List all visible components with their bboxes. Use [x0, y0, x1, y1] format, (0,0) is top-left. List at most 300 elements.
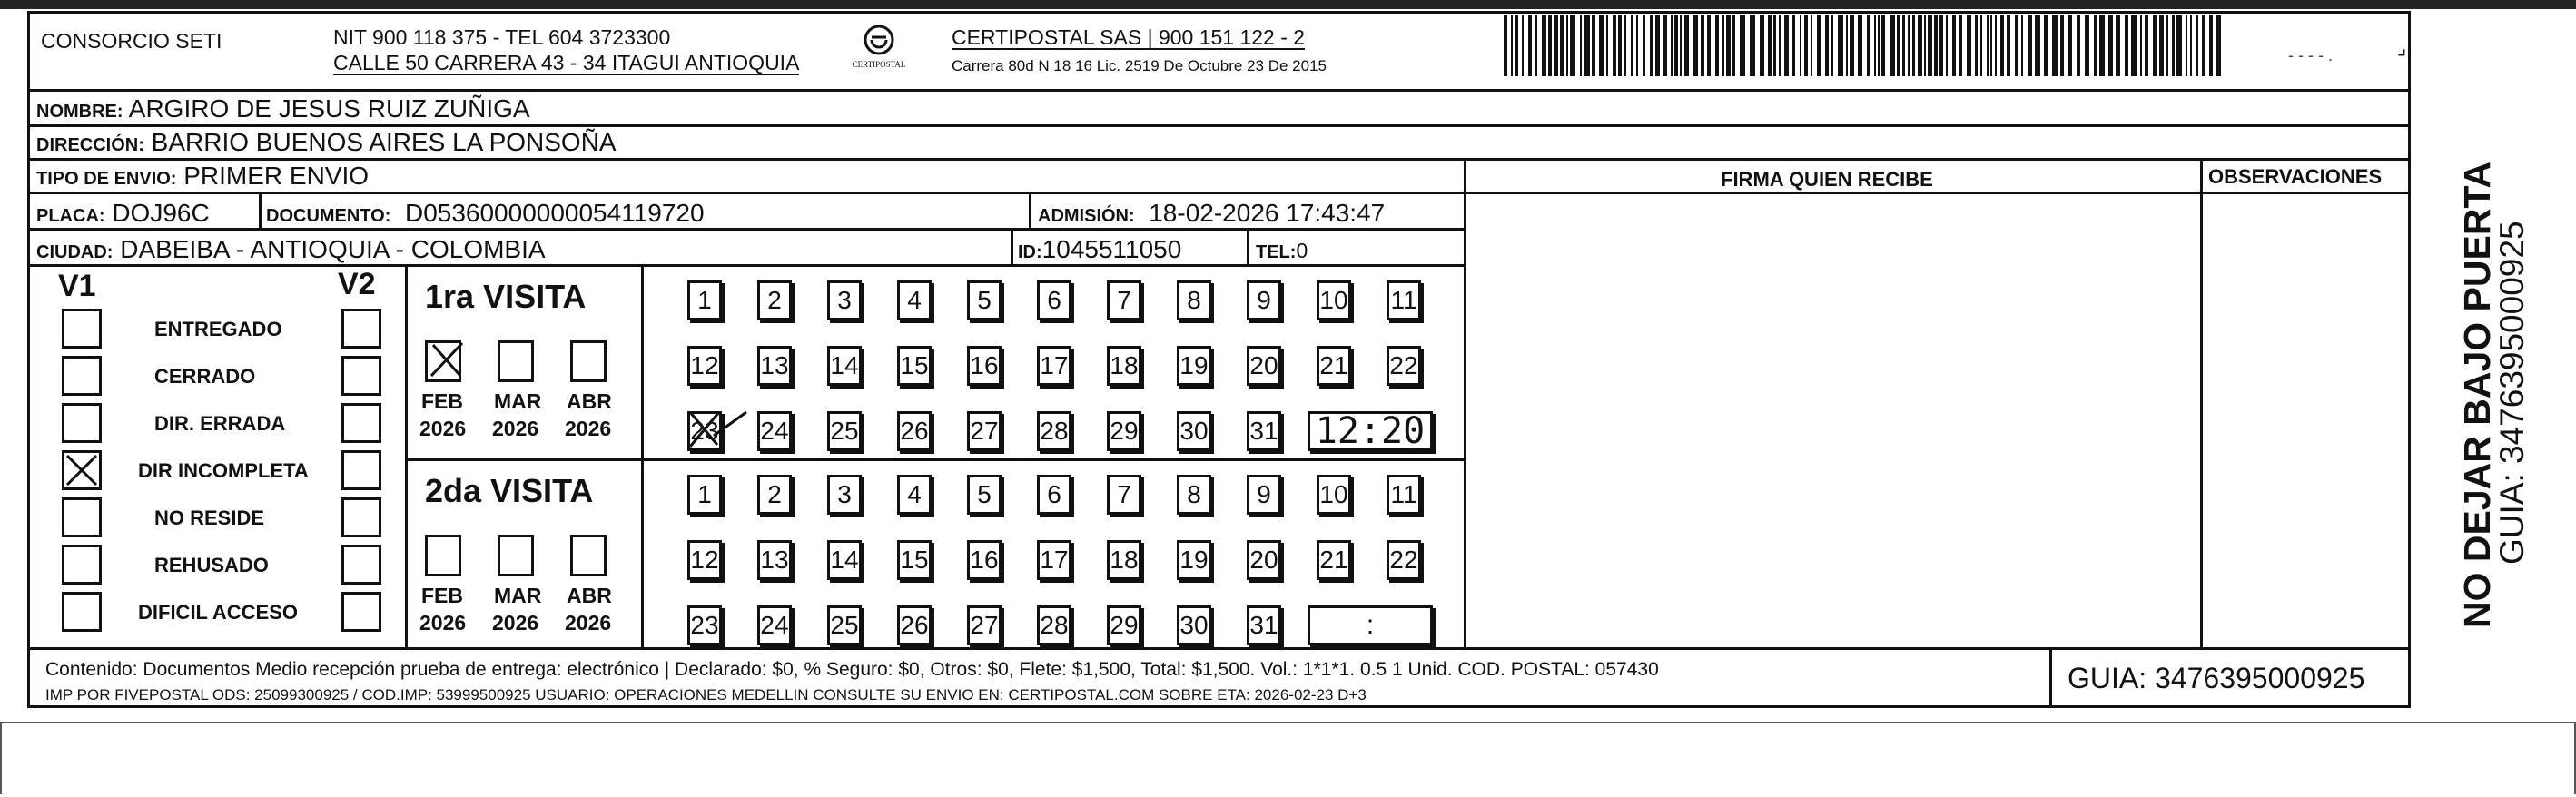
barcode-bar [2000, 15, 2004, 76]
day-box[interactable] [757, 540, 792, 580]
day-box[interactable] [1177, 280, 1211, 320]
day-box[interactable] [757, 280, 792, 320]
day-box[interactable] [1247, 411, 1281, 451]
month-label: MAR [494, 584, 542, 607]
barcode-bar [1726, 15, 1731, 76]
barcode-bar [1768, 15, 1772, 76]
day-number: 7 [1117, 286, 1131, 314]
visit-time-box[interactable]: 12:20 [1308, 411, 1433, 451]
day-number: 25 [830, 417, 859, 445]
barcode-bar [2099, 15, 2105, 76]
barcode-bar [1650, 15, 1653, 76]
day-box[interactable] [1387, 475, 1421, 515]
barcode-bar [1939, 15, 1943, 76]
day-box[interactable] [827, 475, 862, 515]
day-box[interactable] [1107, 605, 1141, 645]
day-number: 6 [1047, 286, 1061, 314]
day-number: 31 [1249, 611, 1278, 639]
day-box[interactable] [687, 280, 722, 320]
day-number: 12 [690, 546, 719, 574]
barcode-bar [1707, 15, 1711, 76]
day-number: 18 [1110, 351, 1139, 379]
day-box[interactable] [687, 540, 722, 580]
v2-checkbox[interactable] [341, 403, 381, 443]
day-box[interactable] [757, 346, 792, 386]
day-number: 13 [760, 546, 789, 574]
visit-title: 2da VISITA [425, 472, 594, 509]
barcode-bar [1928, 15, 1932, 76]
placa-divider [259, 192, 262, 228]
barcode-bar [1722, 15, 1724, 76]
certipostal-logo [852, 24, 906, 78]
month-checkbox[interactable] [498, 340, 534, 382]
day-box[interactable] [1317, 280, 1351, 320]
barcode-bar [2153, 15, 2157, 76]
barcode-bar [1599, 15, 1604, 76]
barcode-bar [1760, 15, 1764, 76]
barcode-bar [1566, 15, 1568, 76]
day-box[interactable] [1107, 411, 1141, 451]
row5-divider [27, 264, 1466, 267]
day-number: 24 [760, 417, 789, 445]
day-box[interactable] [1177, 411, 1211, 451]
barcode-bar [2186, 15, 2187, 76]
barcode-bar [1850, 15, 1854, 76]
v2-header: V2 [338, 267, 376, 301]
v2-checkbox[interactable] [341, 450, 381, 490]
barcode-bar [1693, 15, 1698, 76]
day-box[interactable] [827, 605, 862, 645]
year-label: 2026 [492, 611, 539, 635]
x-mark-icon [64, 453, 99, 487]
day-box[interactable] [967, 540, 1002, 580]
tel-value: 0 [1296, 239, 1308, 262]
day-box[interactable] [827, 540, 862, 580]
barcode-bar [1975, 15, 1978, 76]
day-box[interactable] [1247, 540, 1281, 580]
x-mark-icon [686, 408, 759, 454]
barcode-bar [1613, 15, 1616, 76]
v1-checkbox[interactable] [62, 450, 102, 490]
day-number: 1 [697, 286, 712, 314]
barcode-bar [1624, 15, 1626, 76]
direccion-value: BARRIO BUENOS AIRES LA PONSOÑA [151, 128, 617, 156]
day-number: 30 [1179, 417, 1209, 445]
barcode-bar [1867, 15, 1870, 76]
admision-divider [1029, 192, 1031, 228]
day-box[interactable] [1037, 540, 1071, 580]
day-number: 21 [1319, 546, 1348, 574]
barcode-bar [1838, 15, 1843, 76]
tipo-label: TIPO DE ENVIO: [36, 169, 177, 189]
v1-checkbox[interactable] [62, 356, 102, 396]
row4-divider [27, 228, 1466, 231]
barcode-bar [2125, 15, 2128, 76]
barcode-bar [2172, 15, 2175, 76]
signature-area[interactable] [1469, 196, 2196, 645]
day-number: 23 [690, 611, 719, 639]
month-label: ABR [567, 389, 612, 413]
day-number: 8 [1187, 286, 1201, 314]
day-number: 21 [1319, 351, 1348, 379]
visit-time-box[interactable]: : [1308, 605, 1433, 645]
barcode-bar [2085, 15, 2089, 76]
columns-header-divider [1464, 192, 2411, 194]
day-number: 5 [977, 286, 992, 314]
day-number: 31 [1249, 417, 1278, 445]
day-number: 11 [1390, 286, 1417, 314]
day-number: 18 [1110, 546, 1139, 574]
day-box[interactable] [757, 411, 792, 451]
day-box[interactable] [1177, 475, 1211, 515]
barcode-bar [1825, 15, 1829, 76]
id-label: ID: [1018, 242, 1042, 262]
status-option-label: DIFICIL ACCESO [138, 601, 299, 624]
documento-value: D05360000000054119720 [404, 199, 705, 227]
barcode-bar [2077, 15, 2080, 76]
day-box[interactable] [967, 605, 1002, 645]
day-box[interactable] [897, 411, 932, 451]
day-number: 8 [1187, 480, 1201, 508]
barcode-bar [1674, 15, 1678, 76]
status-option-label: NO RESIDE [154, 507, 265, 529]
barcode-bar [2015, 15, 2018, 76]
day-box[interactable] [1387, 280, 1421, 320]
status-option-label: ENTREGADO [154, 318, 282, 340]
barcode-bar [2196, 15, 2198, 76]
barcode-bar [1592, 15, 1595, 76]
day-number: 15 [900, 351, 929, 379]
barcode-bar [1967, 15, 1971, 76]
day-box[interactable] [897, 540, 932, 580]
side-warning: NO DEJAR BAJO PUERTA [2456, 161, 2498, 628]
day-box[interactable] [1247, 475, 1281, 515]
day-number: 6 [1047, 480, 1061, 508]
barcode-bar [1618, 15, 1622, 76]
barcode-bar [1952, 15, 1956, 76]
day-box[interactable] [1037, 280, 1071, 320]
day-box[interactable] [1177, 346, 1211, 386]
barcode-bar [2216, 15, 2221, 76]
v1-checkbox[interactable] [62, 545, 102, 585]
barcode-bar [2028, 15, 2032, 76]
day-number: 28 [1040, 611, 1069, 639]
barcode-bar [1671, 15, 1673, 76]
v2-checkbox[interactable] [341, 497, 381, 537]
barcode-bar [2021, 15, 2023, 76]
day-box[interactable] [1317, 346, 1351, 386]
day-box[interactable] [1247, 346, 1281, 386]
v1-checkbox[interactable] [62, 309, 102, 349]
barcode-bar [1946, 15, 1948, 76]
barcode-bar [1515, 15, 1518, 76]
day-number: 20 [1249, 546, 1278, 574]
visits-divider [405, 458, 1466, 461]
day-number: 3 [837, 480, 852, 508]
day-number: 28 [1040, 417, 1069, 445]
footer-imp: IMP POR FIVEPOSTAL ODS: 25099300925 / COD.IMP: 53999500925 USUARIO: OPERACIONES MEDELLIN CONSULTE SU ENVIO EN: CERTIPOSTAL.COM SOBRE ETA: 2026-02-23 D+3 [45, 686, 1367, 704]
day-box[interactable] [967, 475, 1002, 515]
day-number: 14 [830, 351, 859, 379]
status-option-label: DIR. ERRADA [154, 412, 286, 435]
barcode-bar [2209, 15, 2213, 76]
day-box[interactable] [897, 475, 932, 515]
day-box[interactable] [967, 411, 1002, 451]
barcode-bar [2044, 15, 2048, 76]
year-label: 2026 [565, 611, 612, 635]
barcode-bar [1908, 15, 1910, 76]
day-box[interactable] [687, 411, 722, 451]
barcode-bar [2094, 15, 2097, 76]
nombre-value: ARGIRO DE JESUS RUIZ ZUÑIGA [128, 94, 530, 123]
month-checkbox[interactable] [425, 340, 461, 382]
day-number: 20 [1249, 351, 1278, 379]
barcode-bar [1995, 15, 1997, 76]
side-text [2413, 11, 2531, 708]
side-guia: GUIA: 3476395000925 [2493, 221, 2531, 565]
admision-label: ADMISIÓN: [1038, 206, 1135, 226]
barcode-bar [2116, 15, 2120, 76]
day-box[interactable] [1247, 280, 1281, 320]
certipostal-nit: CERTIPOSTAL SAS | 900 151 122 - 2 [952, 25, 1306, 49]
v1-checkbox[interactable] [62, 592, 102, 632]
day-number: 1 [697, 480, 712, 508]
day-number: 2 [767, 480, 782, 508]
tel-label: TEL: [1256, 242, 1297, 262]
barcode-bar [1811, 15, 1812, 76]
day-box[interactable] [757, 605, 792, 645]
barcode-bar [1570, 15, 1575, 76]
barcode-bar [1535, 15, 1537, 76]
v2-checkbox[interactable] [341, 309, 381, 349]
day-box[interactable] [1037, 605, 1071, 645]
barcode-bar [2108, 15, 2113, 76]
barcode-bar [1554, 15, 1558, 76]
barcode-bar [1631, 15, 1633, 76]
obs-left-border [2200, 158, 2203, 648]
day-box[interactable] [897, 605, 932, 645]
day-box[interactable] [1317, 475, 1351, 515]
barcode-bar [1804, 15, 1808, 76]
barcode-bar [1800, 15, 1801, 76]
barcode-bar [1511, 15, 1513, 76]
barcode-bar [1548, 15, 1552, 76]
day-number: 27 [970, 611, 999, 639]
day-box[interactable] [1037, 346, 1071, 386]
barcode-bar [1740, 15, 1745, 76]
day-box[interactable] [967, 280, 1002, 320]
barcode-bar [1918, 15, 1922, 76]
nombre-label: NOMBRE: [36, 102, 123, 122]
barcode-bar [1560, 15, 1564, 76]
day-number: 17 [1040, 546, 1069, 574]
day-box[interactable] [1107, 540, 1141, 580]
barcode-bar [2190, 15, 2192, 76]
day-box[interactable] [1107, 475, 1141, 515]
day-number: 15 [900, 546, 929, 574]
scan-mark: ⌟ [2397, 36, 2407, 59]
barcode-bar [1987, 15, 1989, 76]
barcode-bar [2131, 15, 2137, 76]
day-number: 25 [830, 611, 859, 639]
barcode-bar [1636, 15, 1638, 76]
observaciones-header: OBSERVACIONES [2208, 165, 2383, 188]
barcode-bar [1542, 15, 1546, 76]
barcode-bar [1643, 15, 1645, 76]
day-number: 13 [760, 351, 789, 379]
day-number: 27 [970, 417, 999, 445]
barcode-bar [1680, 15, 1682, 76]
barcode-bar [1663, 15, 1667, 76]
day-box[interactable] [827, 346, 862, 386]
barcode-bar [1846, 15, 1848, 76]
tipo-value: PRIMER ENVIO [183, 162, 370, 190]
logo-text: CERTIPOSTAL [852, 60, 906, 69]
day-box[interactable] [1037, 411, 1071, 451]
day-box[interactable] [1177, 605, 1211, 645]
day-number: 16 [970, 351, 999, 379]
month-label: FEB [421, 584, 463, 607]
day-number: 12 [690, 351, 719, 379]
firma-header: FIRMA QUIEN RECIBE [1721, 168, 1933, 191]
day-box[interactable] [1107, 346, 1141, 386]
barcode-bar [1890, 15, 1895, 76]
status-right-border [405, 264, 408, 648]
day-number: 29 [1110, 611, 1139, 639]
barcode-bar [1784, 15, 1789, 76]
barcode-bar [1522, 15, 1524, 76]
day-number: 23 [690, 417, 719, 445]
barcode-bar [1528, 15, 1532, 76]
row2-divider [27, 158, 2411, 161]
row1-divider [27, 124, 2411, 127]
day-number: 7 [1117, 480, 1131, 508]
v1-checkbox[interactable] [62, 403, 102, 443]
barcode-bar [2060, 15, 2064, 76]
day-box[interactable] [1387, 540, 1421, 580]
year-label: 2026 [419, 611, 467, 635]
observaciones-area[interactable] [2206, 196, 2405, 645]
barcode-bar [1655, 15, 1660, 76]
day-number: 14 [830, 546, 859, 574]
barcode-bar [1959, 15, 1962, 76]
barcode-bar [1504, 15, 1507, 76]
day-box[interactable] [687, 346, 722, 386]
v2-checkbox[interactable] [341, 356, 381, 396]
company-name: CONSORCIO SETI [41, 29, 222, 53]
day-number: 22 [1389, 351, 1418, 379]
barcode-bar [2159, 15, 2164, 76]
barcode-bar [1878, 15, 1880, 76]
barcode-bar [1701, 15, 1704, 76]
firma-left-border [1464, 158, 1466, 648]
bottom-edge [0, 722, 2576, 794]
day-number: 26 [900, 417, 929, 445]
day-number: 29 [1110, 417, 1139, 445]
barcode [1504, 15, 2230, 76]
month-checkbox[interactable] [570, 340, 607, 382]
barcode-bar [2035, 15, 2040, 76]
day-box[interactable] [827, 411, 862, 451]
day-box[interactable] [897, 280, 932, 320]
day-box[interactable] [897, 346, 932, 386]
day-box[interactable] [967, 346, 1002, 386]
barcode-bar [1902, 15, 1905, 76]
footer-guia: GUIA: 3476395000925 [2068, 662, 2365, 694]
barcode-bar [1990, 15, 1992, 76]
barcode-bar [1858, 15, 1862, 76]
barcode-bar [1773, 15, 1776, 76]
barcode-bar [1934, 15, 1938, 76]
year-label: 2026 [492, 417, 539, 440]
barcode-bar [1980, 15, 1982, 76]
day-number: 11 [1390, 480, 1417, 508]
placa-label: PLACA: [36, 206, 105, 226]
day-box[interactable] [1107, 280, 1141, 320]
direccion-label: DIRECCIÓN: [36, 135, 144, 155]
scan-dash: - - - - . [2288, 46, 2333, 64]
day-number: 22 [1389, 546, 1418, 574]
ciudad-label: CIUDAD: [36, 242, 114, 262]
month-checkbox[interactable] [498, 535, 534, 576]
day-box[interactable] [1177, 540, 1211, 580]
day-box[interactable] [757, 475, 792, 515]
v1-checkbox[interactable] [62, 497, 102, 537]
ciudad-value: DABEIBA - ANTIOQUIA - COLOMBIA [120, 235, 546, 263]
day-number: 19 [1179, 351, 1209, 379]
day-box[interactable] [827, 280, 862, 320]
barcode-bar [2202, 15, 2205, 76]
day-box[interactable] [1317, 540, 1351, 580]
placa-value: DOJ96C [112, 199, 210, 227]
v2-checkbox[interactable] [341, 592, 381, 632]
barcode-bar [1779, 15, 1781, 76]
documento-label: DOCUMENTO: [266, 206, 391, 226]
v2-checkbox[interactable] [341, 545, 381, 585]
day-number: 17 [1040, 351, 1069, 379]
day-box[interactable] [1037, 475, 1071, 515]
day-number: 10 [1319, 286, 1348, 314]
day-number: 24 [760, 611, 789, 639]
barcode-bar [1831, 15, 1833, 76]
day-number: 10 [1319, 480, 1348, 508]
barcode-bar [1897, 15, 1900, 76]
barcode-bar [1684, 15, 1689, 76]
certipostal-license: Carrera 80d N 18 16 Lic. 2519 De Octubre 23 De 2015 [952, 57, 1327, 74]
day-number: 2 [767, 286, 782, 314]
row3-divider [27, 192, 1466, 194]
day-box[interactable] [687, 475, 722, 515]
barcode-bar [2166, 15, 2168, 76]
month-checkbox[interactable] [425, 535, 461, 576]
day-box[interactable] [687, 605, 722, 645]
day-number: 30 [1179, 611, 1209, 639]
month-checkbox[interactable] [570, 535, 607, 576]
month-label: MAR [494, 389, 542, 413]
day-number: 9 [1257, 286, 1271, 314]
day-number: 4 [907, 480, 922, 508]
months-right-border [641, 264, 644, 648]
footer-contenido: Contenido: Documentos Medio recepción prueba de entrega: electrónico | Declarado: $0, % Seguro: $0, Otros: $0, Flete: $1,500, Total: $1,500. Vol.: 1*1*1. 0.5 1 Unid. COD. POSTAL: 057430 [45, 659, 1659, 680]
day-number: 5 [977, 480, 992, 508]
day-box[interactable] [1387, 346, 1421, 386]
id-value: 1045511050 [1041, 235, 1182, 263]
day-box[interactable] [1247, 605, 1281, 645]
barcode-bar [1715, 15, 1719, 76]
id-divider [1011, 228, 1013, 264]
company-address: CALLE 50 CARRERA 43 - 34 ITAGUI ANTIOQUIA [333, 51, 800, 74]
visit-title: 1ra VISITA [425, 278, 587, 315]
